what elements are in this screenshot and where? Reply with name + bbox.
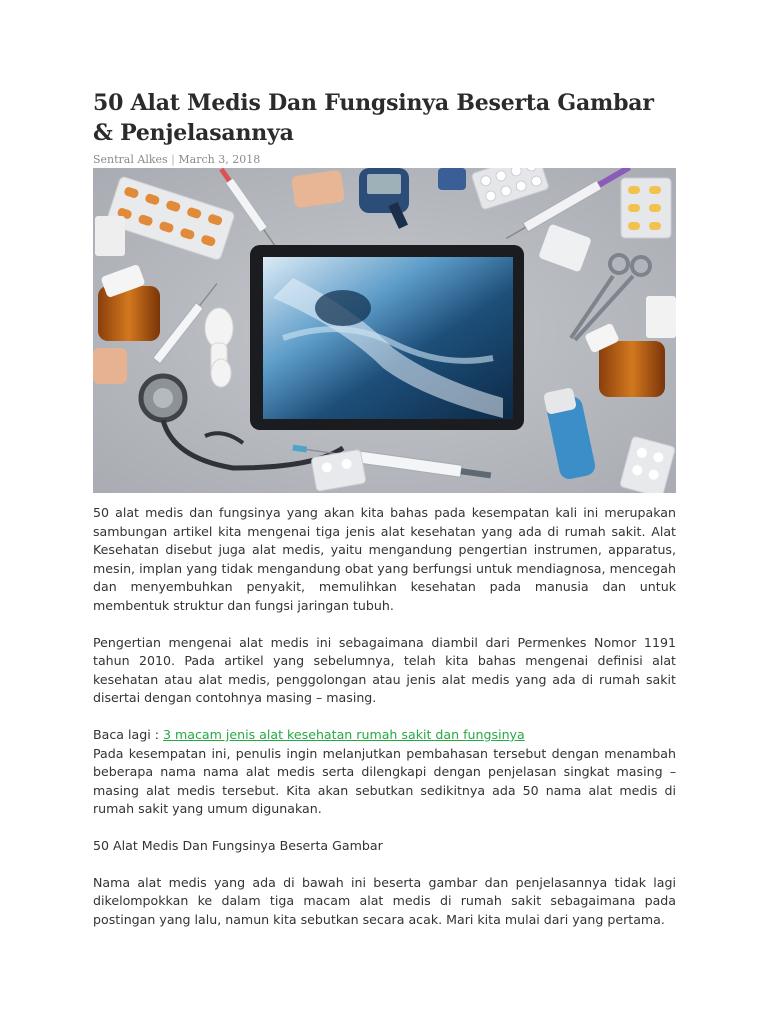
article-title: 50 Alat Medis Dan Fungsinya Beserta Gambar & Penjelasannya [93, 90, 654, 146]
meta-separator: | [171, 153, 175, 166]
paragraph-continuation: Pada kesempatan ini, penulis ingin melanjutkan pembahasan tersebut dengan menambah beberapa nama nama alat medis serta dilengkapi dengan penjelasan singkat masing – masing alat medis tersebut. Kita akan sebutkan sedikitnya ada 50 nama alat medis di rumah sakit yang umum digunakan. [93, 745, 676, 817]
article-meta [93, 153, 676, 167]
tablet-xray-icon [250, 245, 524, 430]
section-heading: 50 Alat Medis Dan Fungsinya Beserta Gambar [93, 837, 383, 853]
paragraph-definition: Pengertian mengenai alat medis ini sebagaimana diambil dari Permenkes Nomor 1191 tahun 2010. Pada artikel yang sebelumnya, telah kita bahas mengenai definisi alat kesehatan atau alat medis, penggolongan atau jenis alat medis yang ada di rumah sakit disertai dengan contohnya masing – masing. [93, 634, 676, 706]
hero-image [93, 168, 676, 493]
paragraph-intro: 50 alat medis dan fungsinya yang akan kita bahas pada kesempatan kali ini merupakan sambungan artikel kita mengenai tiga jenis alat kesehatan yang ada di rumah sakit. Alat Kesehatan disebut juga alat medis, yaitu mengandung pengertian instrumen, apparatus, mesin, implan yang tidak mengandung obat yang berfungsi untuk mendiagnosa, mencegah dan menyembuhkan penyakit, memulihkan kesehatan pada manusia dan untuk membentuk struktur dan fungsi jaringan tubuh. [93, 505, 676, 613]
read-more-link[interactable]: 3 macam jenis alat kesehatan rumah sakit dan fungsinya [162, 726, 525, 742]
read-more [93, 726, 676, 745]
post-date: March 3, 2018 [178, 153, 261, 166]
author-link[interactable]: Sentral Alkes [93, 153, 168, 166]
read-more-label: Baca lagi : [93, 726, 163, 742]
article [93, 88, 676, 929]
paragraph-list-intro: Nama alat medis yang ada di bawah ini beserta gambar dan penjelasannya tidak lagi dikelompokkan ke dalam tiga macam alat medis di rumah sakit sebagaimana pada postingan yang lalu, namun kita sebutkan secara acak. Mari kita mulai dari yang pertama. [93, 874, 676, 927]
